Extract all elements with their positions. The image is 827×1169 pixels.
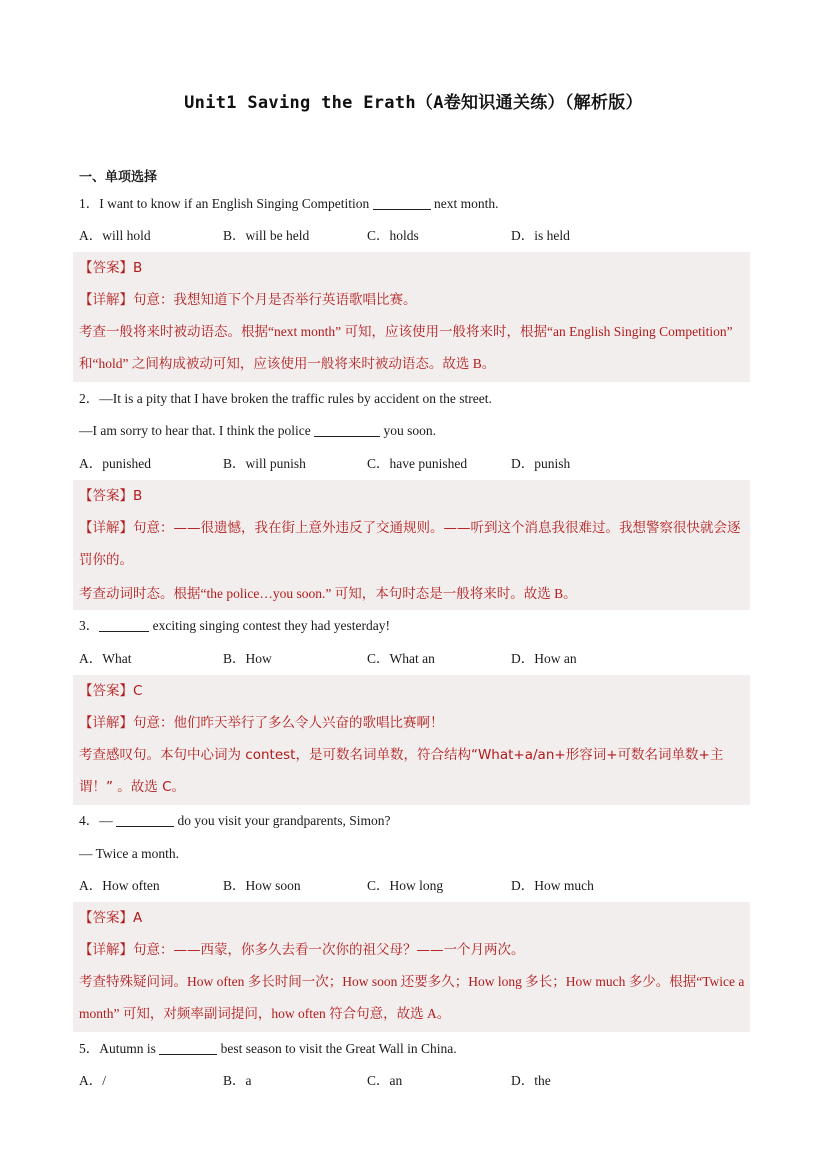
- option-a: A．How often: [79, 878, 160, 893]
- answer-blank: [373, 195, 431, 210]
- question-1-stem: [79, 194, 499, 214]
- question-4-stem-line-1: [79, 811, 390, 831]
- option-b: B．a: [223, 1073, 252, 1088]
- question-4-text-b: do you visit your grandparents, Simon?: [174, 813, 391, 828]
- answer-blank: [116, 812, 174, 827]
- question-2-text-b: you soon.: [380, 423, 436, 438]
- option-a: A．What: [79, 651, 132, 666]
- option-d: D．punish: [511, 456, 571, 471]
- answer-box-1: [73, 252, 750, 382]
- analysis-text: 考查一般将来时被动语态。根据“next month” 可知，应该使用一般将来时，根据“an English Singing Competition” 和“hold” 之间构成被动可知，应该使用一般将来时被动语态。故选 B。: [79, 324, 733, 371]
- question-4-stem-line-2: — Twice a month.: [79, 846, 180, 861]
- analysis-text: 考查特殊疑问词。How often 多长时间一次；How soon 还要多久；How long 多长；How much 多少。根据“Twice a month” 可知，对频率副词提问，how often 符合句意，故选 A。: [79, 974, 745, 1021]
- question-1-text-a: 1．I want to know if an English Singing Competition: [79, 196, 373, 211]
- option-a: A．will hold: [79, 228, 151, 243]
- question-5-text-a: 5．Autumn is: [79, 1041, 160, 1056]
- option-d: D．How an: [511, 651, 577, 666]
- option-a: A．/: [79, 1073, 106, 1088]
- detail-text: 【详解】句意：——西蒙，你多久去看一次你的祖父母？——一个月两次。: [79, 942, 525, 958]
- question-3-text-a: 3．: [79, 618, 100, 633]
- question-2-stem-line-1: 2．—It is a pity that I have broken the traffic rules by accident on the street.: [79, 391, 492, 406]
- option-c: C．have punished: [367, 456, 468, 471]
- answer-blank: [159, 1040, 217, 1055]
- option-a: A．punished: [79, 456, 151, 471]
- option-b: B．How: [223, 651, 272, 666]
- question-5-text-b: best season to visit the Great Wall in China.: [217, 1041, 457, 1056]
- section-heading: 一、单项选择: [79, 170, 158, 185]
- question-2-stem-line-2: [79, 421, 436, 441]
- answer-blank: [99, 617, 149, 632]
- answer-label: 【答案】A: [79, 910, 143, 926]
- detail-text: 【详解】句意：——很遗憾，我在街上意外违反了交通规则。——听到这个消息我很难过。我想警察很快就会逐罚你的。: [79, 520, 741, 568]
- detail-text: 【详解】句意：我想知道下个月是否举行英语歌唱比赛。: [79, 292, 417, 308]
- answer-blank: [314, 422, 380, 437]
- question-3-stem: [79, 616, 390, 636]
- answer-label: 【答案】C: [79, 683, 143, 699]
- option-c: C．holds: [367, 228, 419, 243]
- option-d: D．is held: [511, 228, 570, 243]
- question-3-text-b: exciting singing contest they had yesterday!: [149, 618, 390, 633]
- answer-label: 【答案】B: [79, 260, 143, 276]
- page-title: Unit1 Saving the Erath（A卷知识通关练）（解析版）: [184, 93, 643, 113]
- question-5-stem: [79, 1039, 457, 1059]
- option-c: C．What an: [367, 651, 435, 666]
- question-2-text-a: —I am sorry to hear that. I think the police: [79, 423, 315, 438]
- option-b: B．will punish: [223, 456, 306, 471]
- analysis-text: 考查感叹句。本句中心词为 contest，是可数名词单数，符合结构“What+a/an+形容词+可数名词单数+主谓！” 。故选 C。: [79, 747, 724, 795]
- answer-box-4: [73, 902, 750, 1032]
- analysis-text: 考查动词时态。根据“the police…you soon.” 可知，本句时态是一般将来时。故选 B。: [79, 586, 577, 601]
- option-c: C．How long: [367, 878, 444, 893]
- answer-box-3: [73, 675, 750, 805]
- question-1-text-b: next month.: [430, 196, 499, 211]
- detail-text: 【详解】句意：他们昨天举行了多么令人兴奋的歌唱比赛啊！: [79, 715, 444, 731]
- answer-label: 【答案】B: [79, 488, 143, 504]
- option-d: D．the: [511, 1073, 551, 1088]
- option-d: D．How much: [511, 878, 594, 893]
- answer-box-2: [73, 480, 750, 610]
- option-b: B．How soon: [223, 878, 301, 893]
- option-b: B．will be held: [223, 228, 310, 243]
- question-4-text-a: 4．—: [79, 813, 117, 828]
- option-c: C．an: [367, 1073, 403, 1088]
